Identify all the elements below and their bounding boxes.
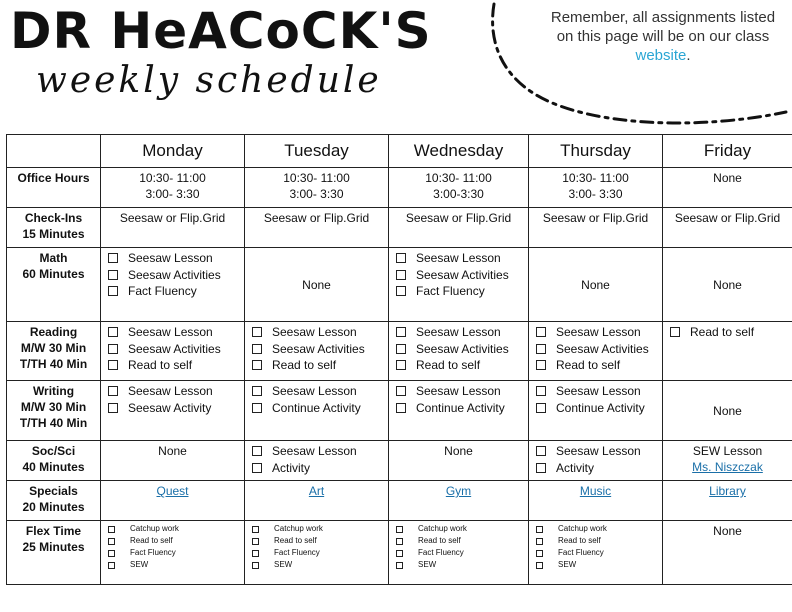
schedule-cell [245, 168, 389, 208]
checklist-item-label: Seesaw Lesson [272, 444, 357, 458]
checklist-item-label: Seesaw Lesson [556, 384, 641, 398]
checklist-item-label: Seesaw Activities [556, 341, 649, 356]
checklist-item-label: Catchup work [558, 524, 607, 533]
day-header: Friday [663, 135, 792, 168]
checklist-item [248, 357, 385, 374]
checkbox-icon[interactable] [252, 403, 262, 413]
schedule-cell [389, 248, 529, 322]
cell-text: 3:00- 3:30 [145, 187, 200, 201]
checklist-item [104, 547, 241, 559]
checkbox-icon[interactable] [252, 562, 259, 569]
schedule-cell [101, 521, 245, 585]
row-label [7, 208, 101, 248]
day-header: Monday [101, 135, 245, 168]
checklist-item [104, 283, 241, 300]
checklist-item [248, 559, 385, 571]
schedule-cell [529, 441, 663, 481]
checklist-item [532, 460, 659, 477]
checklist-item [104, 324, 241, 341]
checklist [532, 523, 659, 571]
teacher-link[interactable]: Ms. Niszczak [692, 460, 763, 474]
day-header: Wednesday [389, 135, 529, 168]
checklist-item [248, 324, 385, 341]
checklist-item [532, 535, 659, 547]
checklist-item-label: Continue Activity [556, 400, 645, 415]
checklist-item-label: Seesaw Activities [128, 267, 221, 282]
checkbox-icon[interactable] [252, 526, 259, 533]
checklist-item-label: SEW [418, 560, 437, 569]
page-subtitle: weekly schedule [36, 60, 382, 101]
checklist-item-label: SEW [130, 560, 149, 569]
checklist-item-label: Read to self [274, 536, 317, 545]
checklist-item-label: Seesaw Lesson [128, 251, 213, 265]
cell-text: 10:30- 11:00 [562, 171, 629, 185]
checkbox-icon[interactable] [396, 270, 406, 280]
cell-text: None [713, 171, 742, 185]
checkbox-icon[interactable] [108, 562, 115, 569]
checkbox-icon[interactable] [108, 403, 118, 413]
checklist-item-label: Seesaw Lesson [272, 325, 357, 339]
checklist [248, 523, 385, 571]
schedule-cell [245, 322, 389, 381]
schedule-cell [663, 481, 792, 521]
checkbox-icon[interactable] [108, 538, 115, 545]
checklist-item [532, 341, 659, 358]
checklist-item [104, 523, 241, 535]
checklist-item [532, 383, 659, 400]
checklist [104, 324, 241, 374]
checkbox-icon[interactable] [536, 360, 546, 370]
cell-text: 3:00- 3:30 [568, 187, 623, 201]
page-title: DR HeACoCK'S [10, 2, 432, 60]
checkbox-icon[interactable] [252, 446, 262, 456]
checklist-item [248, 460, 385, 477]
checklist-item-label: Seesaw Lesson [556, 325, 641, 339]
checklist [392, 523, 525, 571]
schedule-cell [529, 481, 663, 521]
row-label-line: Check-Ins [24, 211, 83, 225]
schedule-cell [245, 248, 389, 322]
checklist-item-label: Read to self [130, 536, 173, 545]
row-label [7, 248, 101, 322]
checkbox-icon[interactable] [252, 344, 262, 354]
schedule-cell [389, 481, 529, 521]
checkbox-icon[interactable] [396, 526, 403, 533]
checklist [248, 324, 385, 374]
checklist-item [392, 357, 525, 374]
checklist-item-label: Seesaw Lesson [272, 384, 357, 398]
checklist-item [532, 443, 659, 460]
days-header-row [7, 135, 792, 168]
row-label [7, 441, 101, 481]
row-label [7, 481, 101, 521]
schedule-cell [101, 322, 245, 381]
day-header: Thursday [529, 135, 663, 168]
checklist-item [248, 547, 385, 559]
checkbox-icon[interactable] [108, 344, 118, 354]
schedule-cell [529, 248, 663, 322]
cell-text: None [302, 277, 331, 292]
row-label-line: Soc/Sci [31, 444, 76, 458]
schedule-cell [245, 521, 389, 585]
checklist-item-label: Fact Fluency [130, 548, 176, 557]
checklist [392, 324, 525, 374]
checklist-item-label: Fact Fluency [558, 548, 604, 557]
checklist-item [104, 559, 241, 571]
checklist-item [392, 547, 525, 559]
row-label-line: 40 Minutes [22, 460, 85, 474]
checklist-item [248, 523, 385, 535]
checkbox-icon[interactable] [536, 386, 546, 396]
checkbox-icon[interactable] [536, 562, 543, 569]
schedule-cell [101, 208, 245, 248]
checklist-item [104, 357, 241, 374]
checklist-item-label: Seesaw Lesson [416, 251, 501, 265]
special-link[interactable]: Art [308, 484, 325, 498]
checkbox-icon[interactable] [252, 550, 259, 557]
checklist-item [392, 324, 525, 341]
checklist-item [392, 535, 525, 547]
cell-text: SEW Lesson [692, 444, 763, 458]
checklist [532, 383, 659, 416]
checklist-item [532, 559, 659, 571]
checkbox-icon[interactable] [536, 538, 543, 545]
checkbox-icon[interactable] [536, 344, 546, 354]
row-label-line: T/TH 40 Min [19, 357, 88, 371]
checkbox-icon[interactable] [108, 270, 118, 280]
schedule-cell [529, 381, 663, 441]
checklist-item [248, 383, 385, 400]
checklist [392, 383, 525, 416]
checklist-item-label: Continue Activity [416, 400, 505, 415]
row-label-line: Specials [29, 484, 78, 498]
reminder-note [548, 8, 778, 65]
checkbox-icon[interactable] [108, 253, 118, 263]
schedule-row [7, 481, 792, 521]
checklist-item [532, 547, 659, 559]
schedule-cell [389, 208, 529, 248]
schedule-row [7, 521, 792, 585]
checkbox-icon[interactable] [252, 538, 259, 545]
checklist-item-label: Fact Fluency [416, 284, 485, 298]
cell-text: Seesaw or Flip.Grid [119, 211, 226, 225]
checklist-item [392, 283, 525, 300]
corner-cell [7, 135, 101, 168]
checklist-item [532, 400, 659, 417]
checklist-item [248, 535, 385, 547]
schedule-cell [245, 441, 389, 481]
schedule-row [7, 322, 792, 381]
schedule-cell [389, 322, 529, 381]
checklist [104, 523, 241, 571]
checklist-item-label: Seesaw Activity [128, 400, 212, 415]
checklist-item-label: SEW [558, 560, 577, 569]
checklist-item [532, 324, 659, 341]
checklist [248, 443, 385, 476]
checklist-item [248, 400, 385, 417]
schedule-cell [101, 481, 245, 521]
schedule-cell [245, 208, 389, 248]
checkbox-icon[interactable] [108, 360, 118, 370]
checklist-item-label: Catchup work [274, 524, 323, 533]
cell-text: 3:00-3:30 [433, 187, 484, 201]
checklist-item-label: Activity [272, 460, 311, 475]
checklist-item-label: Read to self [690, 325, 755, 339]
checklist-item [392, 523, 525, 535]
row-label-line: Office Hours [17, 171, 90, 185]
cell-text: None [581, 277, 610, 292]
schedule-row [7, 168, 792, 208]
schedule-cell [101, 381, 245, 441]
row-label-line: 25 Minutes [22, 540, 85, 554]
checkbox-icon[interactable] [252, 327, 262, 337]
schedule-cell [529, 208, 663, 248]
checklist-item [392, 559, 525, 571]
schedule-cell [663, 322, 792, 381]
checkbox-icon[interactable] [108, 286, 118, 296]
schedule-cell [101, 441, 245, 481]
checkbox-icon[interactable] [396, 253, 406, 263]
row-label [7, 168, 101, 208]
special-link[interactable]: Quest [156, 484, 189, 498]
website-link[interactable]: website [635, 47, 687, 64]
row-label-line: T/TH 40 Min [19, 416, 88, 430]
checkbox-icon[interactable] [252, 463, 262, 473]
checklist-item-label: Read to self [416, 358, 481, 372]
cell-text: None [713, 524, 742, 538]
checkbox-icon[interactable] [252, 386, 262, 396]
cell-text: None [713, 277, 742, 292]
row-label-line: 60 Minutes [22, 267, 85, 281]
checkbox-icon[interactable] [536, 403, 546, 413]
cell-text: None [444, 444, 473, 458]
schedule-cell [663, 168, 792, 208]
checklist-item-label: Catchup work [418, 524, 467, 533]
checklist-item-label: Seesaw Lesson [128, 325, 213, 339]
checkbox-icon[interactable] [396, 286, 406, 296]
cell-text: None [713, 403, 742, 418]
checklist [666, 324, 789, 341]
checkbox-icon[interactable] [536, 327, 546, 337]
checklist-item [104, 341, 241, 358]
special-link[interactable]: Library [709, 484, 746, 498]
checkbox-icon[interactable] [536, 550, 543, 557]
checklist-item-label: SEW [274, 560, 293, 569]
checklist-item-label: Read to self [558, 536, 601, 545]
checklist-item-label: Fact Fluency [274, 548, 320, 557]
checklist-item-label: Fact Fluency [418, 548, 464, 557]
checkbox-icon[interactable] [108, 327, 118, 337]
schedule-cell [245, 481, 389, 521]
day-header: Tuesday [245, 135, 389, 168]
checklist-item [104, 383, 241, 400]
schedule-cell [663, 208, 792, 248]
row-label-line: Reading [29, 325, 78, 339]
checklist-item [104, 400, 241, 417]
cell-text: None [158, 444, 187, 458]
schedule-cell [101, 168, 245, 208]
checkbox-icon[interactable] [396, 403, 406, 413]
checkbox-icon[interactable] [396, 386, 406, 396]
checklist-item-label: Seesaw Activities [416, 341, 509, 356]
checkbox-icon[interactable] [536, 463, 546, 473]
checkbox-icon[interactable] [396, 344, 406, 354]
cell-text: Seesaw or Flip.Grid [263, 211, 370, 225]
checklist [532, 324, 659, 374]
schedule-row [7, 441, 792, 481]
checklist [532, 443, 659, 476]
checklist-item-label: Catchup work [130, 524, 179, 533]
schedule-row [7, 208, 792, 248]
row-label-line: Flex Time [25, 524, 82, 538]
checkbox-icon[interactable] [536, 526, 543, 533]
checklist [392, 250, 525, 300]
schedule-cell [389, 381, 529, 441]
checkbox-icon[interactable] [108, 386, 118, 396]
checklist-item-label: Seesaw Lesson [556, 444, 641, 458]
checklist-item [532, 523, 659, 535]
checkbox-icon[interactable] [108, 550, 115, 557]
checklist-item [532, 357, 659, 374]
header [0, 0, 792, 140]
checklist [248, 383, 385, 416]
schedule-cell [529, 322, 663, 381]
special-link[interactable]: Gym [445, 484, 472, 498]
checklist-item [392, 400, 525, 417]
checklist-item-label: Seesaw Activities [272, 341, 365, 356]
row-label [7, 381, 101, 441]
checklist-item [104, 250, 241, 267]
checklist-item [104, 535, 241, 547]
special-link[interactable]: Music [579, 484, 612, 498]
checkbox-icon[interactable] [396, 562, 403, 569]
checklist [104, 383, 241, 416]
cell-text: Seesaw or Flip.Grid [674, 211, 781, 225]
checkbox-icon[interactable] [396, 550, 403, 557]
checkbox-icon[interactable] [108, 526, 115, 533]
checklist-item-label: Read to self [418, 536, 461, 545]
checkbox-icon[interactable] [396, 538, 403, 545]
checklist-item [248, 341, 385, 358]
schedule-cell [389, 441, 529, 481]
schedule-cell [663, 248, 792, 322]
cell-text: Seesaw or Flip.Grid [542, 211, 649, 225]
checklist-item-label: Seesaw Activities [416, 267, 509, 282]
checkbox-icon[interactable] [536, 446, 546, 456]
schedule-cell [389, 168, 529, 208]
schedule-cell [529, 521, 663, 585]
cell-text: Seesaw or Flip.Grid [405, 211, 512, 225]
schedule-cell [389, 521, 529, 585]
cell-text: 3:00- 3:30 [289, 187, 344, 201]
checklist-item [666, 324, 789, 341]
schedule-cell [663, 441, 792, 481]
schedule-row [7, 248, 792, 322]
checklist-item-label: Seesaw Activities [128, 341, 221, 356]
checkbox-icon[interactable] [396, 327, 406, 337]
schedule-table [6, 134, 792, 585]
checklist-item [392, 341, 525, 358]
row-label [7, 322, 101, 381]
row-label-line: M/W 30 Min [20, 400, 87, 414]
checklist-item-label: Read to self [556, 358, 621, 372]
schedule-cell [245, 381, 389, 441]
row-label-line: M/W 30 Min [20, 341, 87, 355]
row-label-line: 20 Minutes [22, 500, 85, 514]
cell-text: 10:30- 11:00 [139, 171, 206, 185]
schedule-cell [663, 521, 792, 585]
schedule-cell [663, 381, 792, 441]
checklist-item-label: Seesaw Lesson [416, 325, 501, 339]
row-label-line: 15 Minutes [22, 227, 85, 241]
checklist-item-label: Read to self [128, 358, 193, 372]
checklist-item-label: Activity [556, 460, 595, 475]
checklist-item-label: Seesaw Lesson [128, 384, 213, 398]
schedule-body [7, 168, 792, 585]
schedule-row [7, 381, 792, 441]
schedule-cell [529, 168, 663, 208]
row-label-line: Math [39, 251, 68, 265]
checkbox-icon[interactable] [396, 360, 406, 370]
checklist-item-label: Fact Fluency [128, 284, 197, 298]
checkbox-icon[interactable] [252, 360, 262, 370]
schedule-cell [101, 248, 245, 322]
checklist-item [104, 267, 241, 284]
cell-text: 10:30- 11:00 [283, 171, 350, 185]
checklist-item [248, 443, 385, 460]
checklist-item [392, 383, 525, 400]
reminder-text: Remember, all assignments listed on this page will be on our class [550, 9, 776, 45]
checklist-item-label: Continue Activity [272, 400, 361, 415]
cell-text: 10:30- 11:00 [425, 171, 492, 185]
checklist-item-label: Read to self [272, 358, 337, 372]
row-label [7, 521, 101, 585]
reminder-suffix: . [686, 47, 691, 64]
checklist [104, 250, 241, 300]
checklist-item-label: Seesaw Lesson [416, 384, 501, 398]
checklist-item [392, 250, 525, 267]
checklist-item [392, 267, 525, 284]
checkbox-icon[interactable] [670, 327, 680, 337]
row-label-line: Writing [32, 384, 75, 398]
